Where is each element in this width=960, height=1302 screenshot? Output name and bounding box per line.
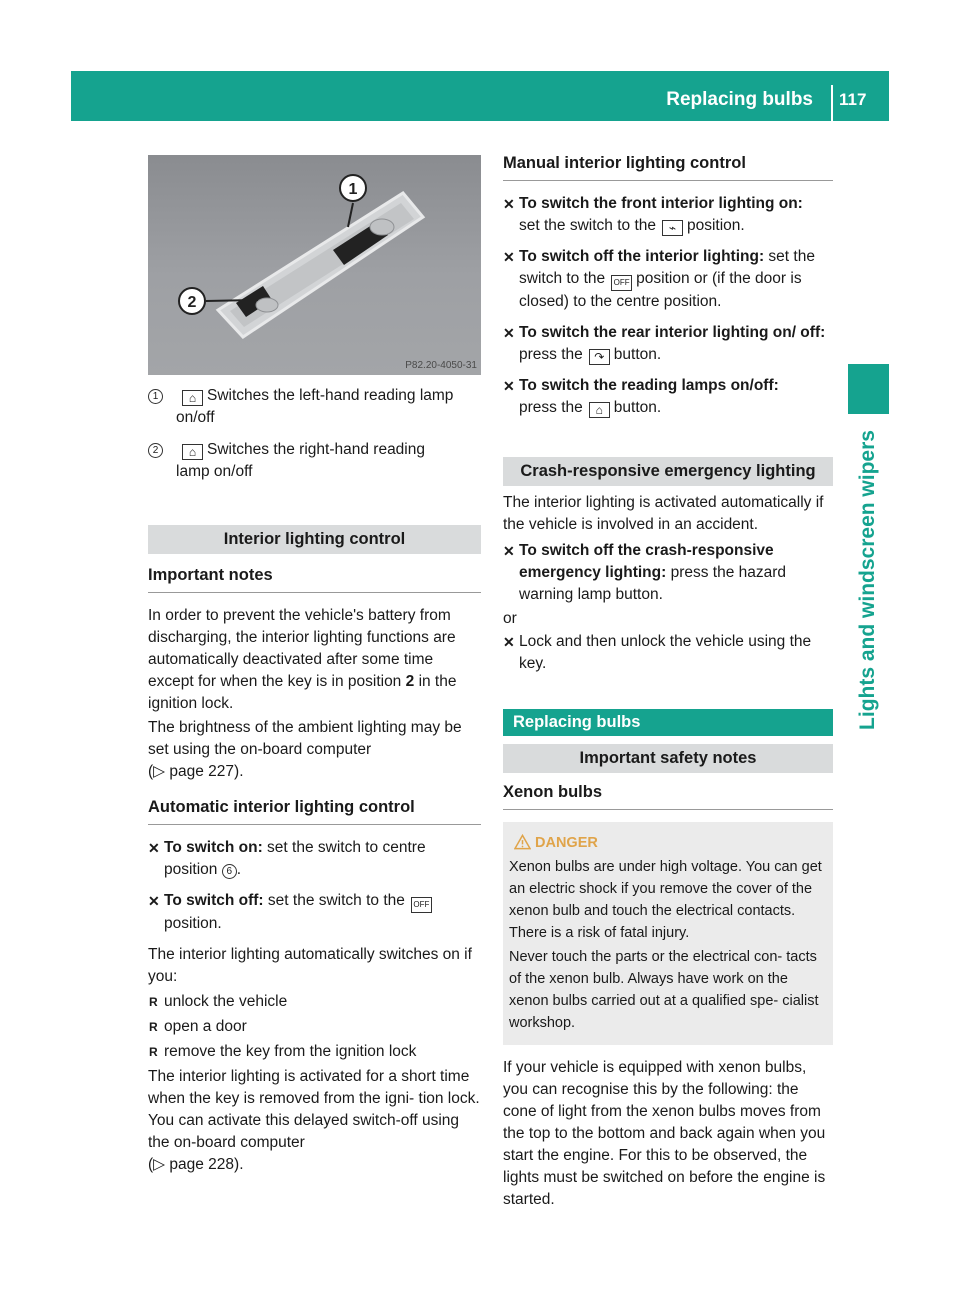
off-switch-icon: OFF <box>611 275 632 291</box>
instruction-step <box>503 246 833 313</box>
step-arrow-icon: ✕ <box>503 325 515 341</box>
page-header <box>71 71 889 121</box>
warning-icon <box>514 834 531 850</box>
list-item-text: unlock the vehicle <box>164 993 288 1010</box>
step-arrow-icon: ✕ <box>503 634 515 650</box>
auto-lighting-heading: Automatic interior lighting control <box>148 796 481 825</box>
step-label: To switch on: <box>164 839 263 856</box>
callout-2-label: 2 <box>187 294 197 311</box>
step-text: button. <box>613 399 662 416</box>
important-notes-heading: Important notes <box>148 564 481 593</box>
instruction-step <box>503 322 833 366</box>
page-reference: (▷ page 227). <box>148 763 244 780</box>
right-column <box>503 150 833 1212</box>
crash-lighting-heading: Crash-responsive emergency lighting <box>503 457 833 486</box>
danger-text: Xenon bulbs are under high voltage. You can get an electric shock if you remove the cover of the xenon bulb and touch the electrical contacts. There is a risk of fatal injury. <box>509 859 822 941</box>
reading-lamp-icon: ⌂ <box>589 402 610 418</box>
paragraph-text: The interior lighting is activated for a short time when the key is removed from the igni- tion lock. You can activate this delayed switch-off using the on-board computer <box>148 1068 480 1151</box>
step-text: press the hazard warning lamp button. <box>519 564 787 603</box>
step-label: To switch the rear interior lighting on/ off: <box>519 324 826 341</box>
list-item-text: open a door <box>164 1018 247 1035</box>
instruction-step <box>503 193 833 237</box>
off-switch-icon: OFF <box>411 897 432 913</box>
legend-number: 2 <box>148 443 163 458</box>
rear-light-icon: ↷ <box>589 349 610 365</box>
step-text: press the <box>519 399 583 416</box>
instruction-step <box>503 375 833 419</box>
step-arrow-icon: ✕ <box>148 893 160 909</box>
list-item <box>148 991 481 1013</box>
list-item-text: remove the key from the ignition lock <box>164 1043 417 1060</box>
step-arrow-icon: ✕ <box>148 840 160 856</box>
paragraph-text: In order to prevent the vehicle's battery from discharging, the interior lighting functions are automatically deactivated after some time except for when the key is in position <box>148 607 456 690</box>
or-text: or <box>503 610 517 627</box>
lamp-panel-illustration <box>148 155 481 375</box>
reading-lamp-photo <box>148 155 481 375</box>
step-text: set the switch to the <box>267 892 405 909</box>
legend-text: Switches the left-hand reading lamp <box>207 387 454 404</box>
replacing-bulbs-heading: Replacing bulbs <box>503 709 833 736</box>
step-text: position. <box>687 217 745 234</box>
step-label: To switch off: <box>164 892 264 909</box>
bullet-icon: R <box>149 995 158 1009</box>
xenon-bulbs-heading: Xenon bulbs <box>503 781 833 810</box>
danger-text: Never touch the parts or the electrical con- tacts of the xenon bulb. Always have work on the xenon bulbs carried out at a qualified spe- cialist workshop. <box>509 949 819 1031</box>
reading-lamp-icon: ⌂ <box>182 444 203 460</box>
paragraph <box>148 605 481 715</box>
page-number: 117 <box>839 90 867 109</box>
bullet-icon: R <box>149 1020 158 1034</box>
paragraph <box>148 1066 481 1176</box>
step-arrow-icon: ✕ <box>503 543 515 559</box>
step-text: press the <box>519 346 583 363</box>
paragraph: The interior lighting automatically switches on if you: <box>148 946 472 985</box>
step-arrow-icon: ✕ <box>503 196 515 212</box>
paragraph-text: The brightness of the ambient lighting may be set using the on-board computer <box>148 719 462 758</box>
instruction-step: ✕ To switch on: set the switch to centre position 6 . <box>148 839 426 878</box>
step-arrow-icon: ✕ <box>503 378 515 394</box>
step-label: To switch the front interior lighting on: <box>519 195 803 212</box>
paragraph <box>148 717 481 783</box>
reading-lamp-icon: ⌂ <box>182 390 203 406</box>
step-label: To switch the reading lamps on/off: <box>519 377 779 394</box>
legend-text-cont: lamp on/off <box>176 463 253 480</box>
header-divider <box>831 85 833 121</box>
manual-lighting-heading: Manual interior lighting control <box>503 152 833 181</box>
list-item <box>148 1041 481 1063</box>
step-text: set the switch to centre position <box>164 839 426 878</box>
front-light-icon: ⌁ <box>662 220 683 236</box>
step-arrow-icon: ✕ <box>503 249 515 265</box>
paragraph: The interior lighting is activated automatically if the vehicle is involved in an accident. <box>503 494 824 533</box>
danger-box <box>503 822 833 1045</box>
list-item <box>148 1016 481 1038</box>
instruction-step <box>503 540 833 606</box>
legend-text-cont: on/off <box>176 409 215 426</box>
legend-number: 1 <box>148 389 163 404</box>
callout-1-label: 1 <box>348 181 358 198</box>
instruction-step <box>148 890 481 935</box>
step-label: To switch off the interior lighting: <box>519 248 765 265</box>
safety-notes-heading: Important safety notes <box>503 744 833 773</box>
bullet-icon: R <box>149 1045 158 1059</box>
step-text: set the switch to the <box>519 248 815 287</box>
header-title: Replacing bulbs <box>666 89 813 110</box>
figure-caption: P82.20-4050-31 <box>405 360 477 371</box>
legend-text: Switches the right-hand reading <box>207 441 425 458</box>
step-text: position or (if the door is closed) to the centre position. <box>519 270 802 310</box>
step-text: button. <box>613 346 662 363</box>
paragraph: If your vehicle is equipped with xenon bulbs, you can recognise this by the following: the cone of light from the xenon bulbs moves from the top to the bottom and back again when you start the engine. For this to be observed, the lights must be switched on before the engine is started. <box>503 1059 826 1208</box>
paragraph-text: in the ignition lock. <box>148 673 457 712</box>
legend-item <box>148 439 481 483</box>
section-title: Interior lighting control <box>148 525 481 554</box>
step-text: set the switch to the <box>519 217 656 234</box>
danger-label: DANGER <box>535 835 598 851</box>
side-tab-label: Lights and windscreen wipers <box>856 430 879 730</box>
danger-header <box>509 832 827 854</box>
instruction-step <box>503 631 833 675</box>
position-circle: 6 <box>222 864 237 879</box>
page-reference: (▷ page 228). <box>148 1156 244 1173</box>
step-text: Lock and then unlock the vehicle using the key. <box>519 633 812 672</box>
position-number: 2 <box>405 673 415 690</box>
step-text: position. <box>164 915 222 932</box>
left-column <box>148 150 481 1177</box>
step-label: To switch off the crash-responsive emergency lighting: <box>519 542 774 581</box>
legend-item <box>148 385 481 429</box>
